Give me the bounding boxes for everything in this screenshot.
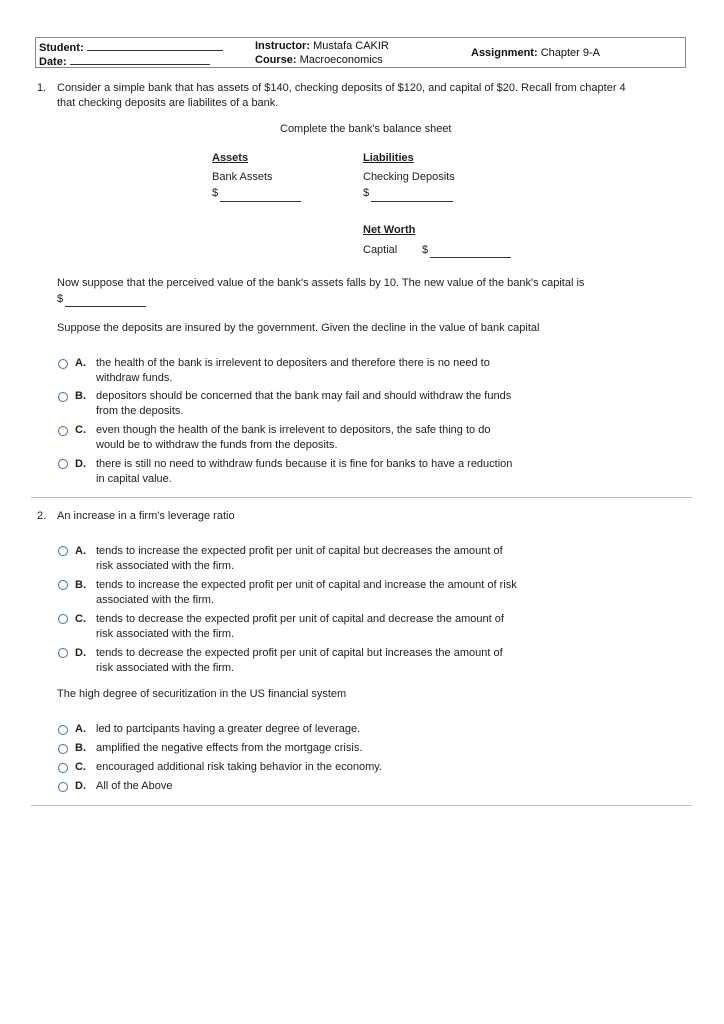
student-row (39, 40, 223, 55)
q2b-option-b-radio[interactable] (58, 744, 68, 754)
q2-option-a-line2: risk associated with the firm. (96, 560, 235, 572)
assignment-value: Chapter 9-A (540, 47, 600, 59)
q2-prompt: An increase in a firm's leverage ratio (57, 510, 235, 522)
q1-option-d-text[interactable] (96, 457, 566, 487)
liabilities-heading: Liabilities (363, 152, 414, 164)
date-blank[interactable] (70, 54, 210, 65)
q2-option-a-letter: A. (75, 545, 86, 557)
student-blank[interactable] (87, 40, 223, 51)
q2-option-c-text[interactable] (96, 612, 566, 642)
q1-option-a-text[interactable] (96, 356, 566, 386)
q2-option-a-line1: tends to increase the expected profit per unit of capital but decreases the amount of (96, 545, 503, 557)
q2b-option-c-radio[interactable] (58, 763, 68, 773)
bank-assets-label: Bank Assets (212, 171, 273, 183)
capital-blank[interactable] (430, 257, 511, 258)
q2-option-a-text[interactable] (96, 544, 566, 574)
q1-option-b-line2: from the deposits. (96, 405, 184, 417)
q1-option-c-letter: C. (75, 424, 86, 436)
q2-option-d-line1: tends to decrease the expected profit per unit of capital but increases the amount of (96, 647, 503, 659)
q2b-option-c-letter: C. (75, 761, 86, 773)
asset-decline-text: Now suppose that the perceived value of the bank's assets falls by 10. The new value of the bank's capital is (57, 277, 585, 289)
q2b-option-a-letter: A. (75, 723, 86, 735)
bottom-divider (31, 805, 692, 806)
q1-option-a-line2: withdraw funds. (96, 372, 173, 384)
q2b-option-b-text[interactable]: amplified the negative effects from the mortgage crisis. (96, 742, 363, 754)
q2-option-b-line1: tends to increase the expected profit per unit of capital and increase the amount of risk (96, 579, 517, 591)
checking-deposits-blank[interactable] (371, 201, 453, 202)
q2b-option-c-text[interactable]: encouraged additional risk taking behavior in the economy. (96, 761, 382, 773)
q2b-option-d-letter: D. (75, 780, 86, 792)
q1-option-c-line2: would be to withdraw the funds from the deposits. (96, 439, 338, 451)
q2-option-d-radio[interactable] (58, 648, 68, 658)
q2-option-a-radio[interactable] (58, 546, 68, 556)
balance-sheet-title: Complete the bank's balance sheet (280, 123, 452, 135)
q1-option-a-letter: A. (75, 357, 86, 369)
checking-deposits-dollar: $ (363, 187, 370, 199)
q1-option-d-line1: there is still no need to withdraw funds because it is fine for banks to have a reduction (96, 458, 513, 470)
q2-option-b-letter: B. (75, 579, 86, 591)
instructor-row (255, 40, 389, 53)
q2b-option-a-text[interactable]: led to partcipants having a greater degree of leverage. (96, 723, 361, 735)
q1-text-line2: that checking deposits are liabilites of a bank. (57, 97, 279, 109)
bank-assets-blank[interactable] (220, 201, 301, 202)
q2-number: 2. (37, 510, 47, 522)
q1-text-line1: Consider a simple bank that has assets of $140, checking deposits of $120, and capital of $20. Recall from chapter 4 (57, 82, 626, 94)
q2b-option-b-letter: B. (75, 742, 86, 754)
insured-deposits-text: Suppose the deposits are insured by the government. Given the decline in the value of bank capital (57, 322, 540, 334)
instructor-value: Mustafa CAKIR (313, 40, 389, 52)
q2b-option-d-text[interactable]: All of the Above (96, 780, 173, 792)
question-divider (31, 497, 692, 498)
assignment-row (471, 47, 600, 60)
q1-option-b-letter: B. (75, 390, 86, 402)
q1-option-b-line1: depositors should be concerned that the bank may fail and should withdraw the funds (96, 390, 512, 402)
instructor-label: Instructor: (255, 40, 310, 52)
net-worth-heading: Net Worth (363, 224, 416, 236)
q1-option-a-radio[interactable] (58, 359, 68, 369)
q1-option-c-radio[interactable] (58, 426, 68, 436)
course-row (255, 54, 383, 67)
date-label: Date: (39, 56, 67, 68)
q1-option-c-line1: even though the health of the bank is irrelevent to depositors, the safe thing to do (96, 424, 491, 436)
q2-option-d-letter: D. (75, 647, 86, 659)
q2-option-d-text[interactable] (96, 646, 566, 676)
new-capital-blank[interactable] (65, 306, 146, 307)
capital-dollar: $ (422, 244, 429, 256)
student-label: Student: (39, 42, 84, 54)
course-value: Macroeconomics (299, 54, 383, 66)
q2b-option-d-radio[interactable] (58, 782, 68, 792)
q1-option-a-line1: the health of the bank is irrelevent to depositers and therefore there is no need to (96, 357, 490, 369)
q2-option-c-letter: C. (75, 613, 86, 625)
q1-option-b-text[interactable] (96, 389, 566, 419)
q2-option-c-line1: tends to decrease the expected profit per unit of capital and decrease the amount of (96, 613, 504, 625)
q2-option-d-line2: risk associated with the firm. (96, 662, 235, 674)
q2-option-c-radio[interactable] (58, 614, 68, 624)
q1-option-c-text[interactable] (96, 423, 566, 453)
q2-option-b-line2: associated with the firm. (96, 594, 214, 606)
header-box (35, 37, 686, 68)
q2b-option-a-radio[interactable] (58, 725, 68, 735)
bank-assets-dollar: $ (212, 187, 219, 199)
q2-prompt2: The high degree of securitization in the US financial system (57, 688, 347, 700)
q1-option-b-radio[interactable] (58, 392, 68, 402)
assignment-label: Assignment: (471, 47, 538, 59)
q1-option-d-letter: D. (75, 458, 86, 470)
q2-option-c-line2: risk associated with the firm. (96, 628, 235, 640)
checking-deposits-label: Checking Deposits (363, 171, 455, 183)
capital-label: Captial (363, 244, 398, 256)
new-capital-dollar: $ (57, 293, 64, 305)
q2-option-b-radio[interactable] (58, 580, 68, 590)
date-row (39, 54, 210, 69)
assets-heading: Assets (212, 152, 249, 164)
q1-option-d-line2: in capital value. (96, 473, 172, 485)
q1-option-d-radio[interactable] (58, 459, 68, 469)
course-label: Course: (255, 54, 297, 66)
q1-number: 1. (37, 82, 47, 94)
q2-option-b-text[interactable] (96, 578, 566, 608)
